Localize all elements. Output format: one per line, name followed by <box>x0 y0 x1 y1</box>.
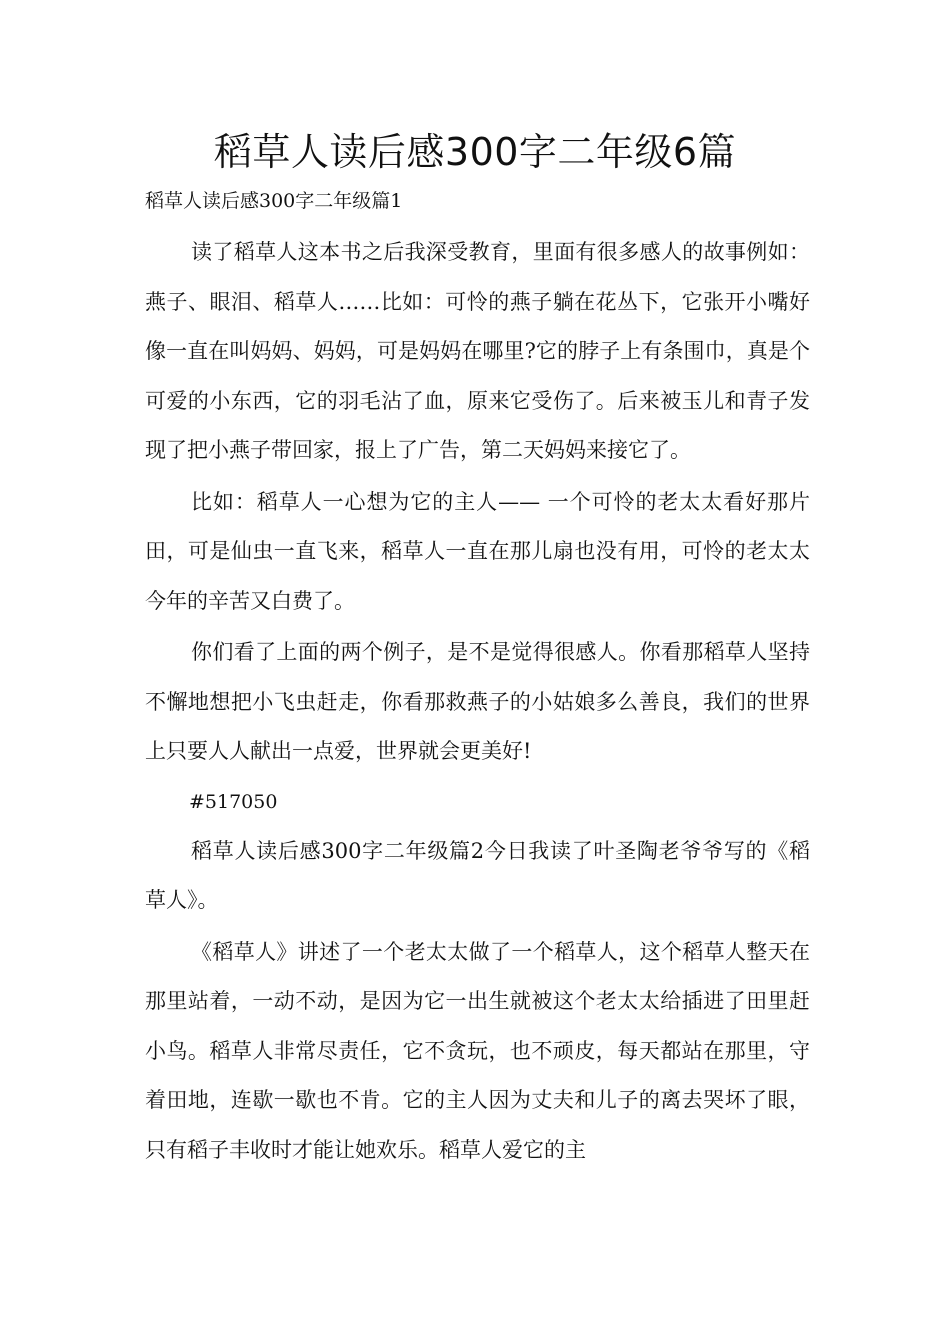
paragraph: 《稻草人》讲述了一个老太太做了一个稻草人，这个稻草人整天在那里站着，一动不动，是因为它一出生就被这个老太太给插进了田里赶小鸟。稻草人非常尽责任，它不贪玩，也不顽皮，每天都站在那里，守着田地，连歇一歇也不肯。它的主人因为丈夫和儿子的离去哭坏了眼，只有稻子丰收时才能让她欢乐。稻草人爱它的主 <box>145 939 810 1162</box>
paragraph: 你们看了上面的两个例子，是不是觉得很感人。你看那稻草人坚持不懈地想把小飞虫赶走，你看那救燕子的小姑娘多么善良，我们的世界上只要人人献出一点爱，世界就会更美好! <box>145 640 810 763</box>
paragraph: 稻草人读后感300字二年级篇2今日我读了叶圣陶老爷爷写的《稻草人》。 <box>145 838 810 912</box>
document-body <box>145 178 810 1175</box>
section-heading: 稻草人读后感300字二年级篇1 <box>145 190 403 212</box>
paragraph: 比如：稻草人一心想为它的主人—— 一个可怜的老太太看好那片田，可是仙虫一直飞来，稻草人一直在那儿扇也没有用，可怜的老太太今年的辛苦又白费了。 <box>145 489 810 613</box>
document-tag: #517050 <box>189 790 278 813</box>
document-title: 稻草人读后感300字二年级6篇 <box>213 130 737 174</box>
paragraph: 读了稻草人这本书之后我深受教育，里面有很多感人的故事例如：燕子、眼泪、稻草人……比如：可怜的燕子躺在花丛下，它张开小嘴好像一直在叫妈妈、妈妈，可是妈妈在哪里?它的脖子上有条围巾，真是个可爱的小东西，它的羽毛沾了血，原来它受伤了。后来被玉儿和青子发现了把小燕子带回家，报上了广告，第二天妈妈来接它了。 <box>145 240 810 462</box>
